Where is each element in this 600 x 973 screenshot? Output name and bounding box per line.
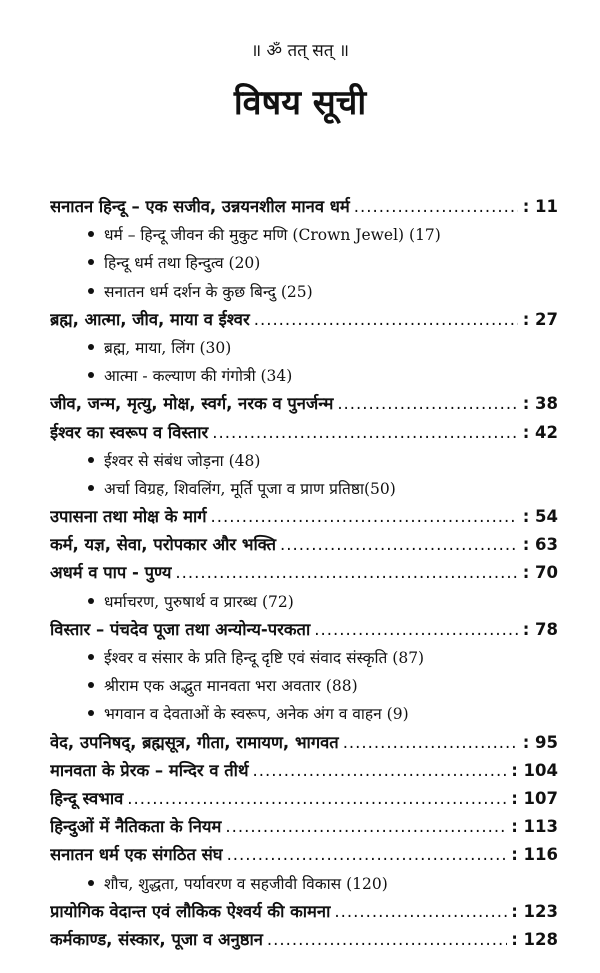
toc-entry-title: विस्तार – पंचदेव पूजा तथा अन्योन्य-परकता [50, 619, 311, 639]
toc-entry-title: सनातन धर्म दर्शन के कुछ बिन्दु (25) [104, 282, 313, 301]
toc-entry-title: भगवान व देवताओं के स्वरूप, अनेक अंग व वाहन (9) [104, 705, 409, 724]
toc-entry-title: ईश्वर का स्वरूप व विस्तार [50, 422, 209, 442]
toc-entry-title: श्रीराम एक अद्भुत मानवता भरा अवतार (88) [104, 677, 358, 696]
toc-chapter [50, 616, 558, 644]
page-number: : 95 [522, 732, 558, 752]
dot-leader [267, 926, 507, 954]
bullet-icon [88, 598, 94, 604]
toc-entry-title: वेद, उपनिषद्, ब्रह्मसूत्र, गीता, रामायण, भागवत [50, 732, 339, 752]
toc-chapter [50, 193, 558, 221]
dot-leader [127, 785, 507, 813]
toc-subtopic [50, 644, 558, 672]
toc-chapter [50, 757, 558, 785]
page-number: : 107 [511, 788, 558, 808]
bullet-icon [88, 372, 94, 378]
dot-leader [337, 390, 518, 418]
dot-leader [343, 729, 518, 757]
toc-chapter [50, 419, 558, 447]
table-of-contents [50, 193, 558, 954]
dot-leader [211, 503, 518, 531]
toc-chapter [50, 559, 558, 587]
toc-chapter [50, 898, 558, 926]
toc-entry-title: ईश्वर से संबंध जोड़ना (48) [104, 451, 261, 470]
toc-subtopic [50, 870, 558, 898]
page-number: : 54 [522, 507, 558, 527]
toc-subtopic [50, 447, 558, 475]
toc-entry-title: उपासना तथा मोक्ष के मार्ग [50, 507, 207, 527]
dot-leader [227, 841, 508, 869]
toc-chapter [50, 813, 558, 841]
page-number: : 38 [522, 394, 558, 414]
toc-entry-title: धर्माचरण, पुरुषार्थ व प्रारब्ध (72) [104, 592, 294, 611]
page-number: : 78 [522, 619, 558, 639]
page-number: : 42 [522, 422, 558, 442]
toc-entry-title: आत्मा - कल्याण की गंगोत्री (34) [104, 367, 293, 386]
toc-subtopic [50, 278, 558, 306]
bullet-icon [88, 710, 94, 716]
dot-leader [225, 813, 507, 841]
toc-entry-title: मानवता के प्रेरक – मन्दिर व तीर्थ [50, 760, 249, 780]
toc-subtopic [50, 221, 558, 249]
toc-entry-title: ईश्वर व संसार के प्रति हिन्दू दृष्टि एवं संवाद संस्कृति (87) [104, 649, 425, 667]
toc-subtopic [50, 475, 558, 503]
page-number: : 27 [522, 309, 558, 329]
page-number: : 128 [511, 929, 558, 949]
toc-chapter [50, 306, 558, 334]
page-number: : 63 [522, 535, 558, 555]
toc-subtopic [50, 334, 558, 362]
toc-chapter [50, 841, 558, 869]
page-title: विषय सूची [233, 83, 367, 123]
page-number: : 116 [511, 845, 558, 865]
bullet-icon [88, 654, 94, 660]
toc-entry-title: ब्रह्म, माया, लिंग (30) [104, 338, 232, 357]
dot-leader [175, 559, 518, 587]
toc-chapter [50, 503, 558, 531]
toc-subtopic [50, 588, 558, 616]
page-number: : 70 [522, 563, 558, 583]
bullet-icon [88, 485, 94, 491]
toc-chapter [50, 531, 558, 559]
dot-leader [334, 898, 507, 926]
toc-entry-title: धर्म – हिन्दू जीवन की मुकुट मणि (Crown Jewel) (17) [104, 226, 441, 245]
toc-entry-title: अधर्म व पाप - पुण्य [50, 563, 172, 583]
bullet-icon [88, 344, 94, 350]
toc-entry-title: ब्रह्म, आत्मा, जीव, माया व ईश्वर [50, 309, 250, 329]
toc-subtopic [50, 249, 558, 277]
bullet-icon [88, 288, 94, 294]
toc-entry-title: कर्मकाण्ड, संस्कार, पूजा व अनुष्ठान [50, 929, 263, 949]
bullet-icon [88, 457, 94, 463]
toc-entry-title: सनातन हिन्दू – एक सजीव, उन्नयनशील मानव धर्म [50, 197, 350, 216]
toc-entry-title: हिन्दू धर्म तथा हिन्दुत्व (20) [104, 254, 261, 273]
toc-chapter [50, 390, 558, 418]
page-number: : 11 [522, 197, 558, 216]
bullet-icon [88, 682, 94, 688]
toc-entry-title: हिन्दुओं में नैतिकता के नियम [50, 817, 222, 837]
dot-leader [354, 193, 518, 221]
toc-entry-title: सनातन धर्म एक संगठित संघ [50, 845, 223, 865]
bullet-icon [88, 231, 94, 237]
toc-entry-title: अर्चा विग्रह, शिवलिंग, मूर्ति पूजा व प्राण प्रतिष्ठा(50) [104, 479, 396, 498]
dot-leader [314, 616, 518, 644]
toc-subtopic [50, 362, 558, 390]
dot-leader [254, 306, 518, 334]
toc-chapter [50, 785, 558, 813]
toc-entry-title: शौच, शुद्धता, पर्यावरण व सहजीवी विकास (120) [104, 874, 388, 893]
dot-leader [212, 419, 518, 447]
toc-chapter [50, 926, 558, 954]
toc-chapter [50, 729, 558, 757]
toc-subtopic [50, 672, 558, 700]
page-number: : 113 [511, 817, 558, 837]
bullet-icon [88, 259, 94, 265]
page-number: : 104 [511, 760, 558, 780]
bullet-icon [88, 880, 94, 886]
toc-entry-title: जीव, जन्म, मृत्यु, मोक्ष, स्वर्ग, नरक व पुनर्जन्म [50, 394, 334, 414]
dot-leader [253, 757, 508, 785]
invocation-line: ॥ ॐ तत् सत् ॥ [250, 41, 350, 61]
toc-subtopic [50, 700, 558, 728]
page-number: : 123 [511, 901, 558, 921]
toc-entry-title: हिन्दू स्वभाव [50, 788, 124, 808]
dot-leader [280, 531, 518, 559]
toc-entry-title: प्रायोगिक वेदान्त एवं लौकिक ऐश्वर्य की कामना [50, 901, 331, 921]
toc-entry-title: कर्म, यज्ञ, सेवा, परोपकार और भक्ति [50, 535, 277, 555]
